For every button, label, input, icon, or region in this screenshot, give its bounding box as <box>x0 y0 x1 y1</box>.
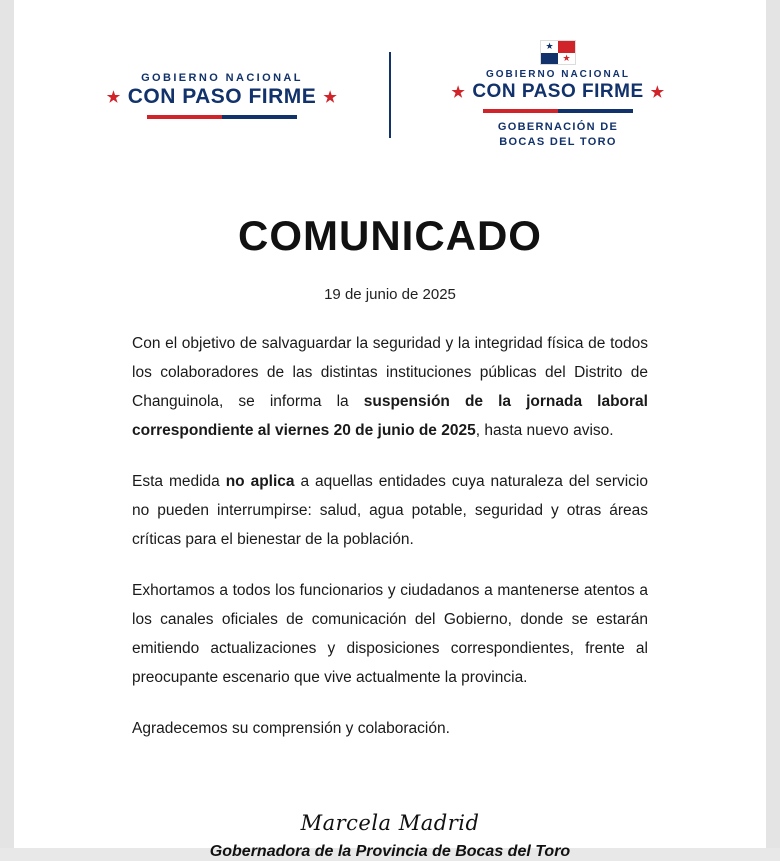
star-icon: ★ <box>106 88 121 106</box>
signature-block <box>14 811 766 861</box>
logo-divider <box>389 52 391 138</box>
body-text: Agradecemos su comprensión y colaboración. <box>132 720 450 737</box>
right-logo-slogan <box>413 81 703 103</box>
document-date: 19 de junio de 2025 <box>324 286 456 303</box>
body-text: Con el objetivo de salvaguardar la seguridad y la integridad física de todos los colaboradores de las distintas instituciones públicas del Distrito de Changuinola, se informa la <box>132 335 648 410</box>
logo-gobernacion-bocas-del-toro <box>413 40 703 150</box>
header-logos <box>14 0 766 150</box>
paragraph <box>132 467 648 554</box>
page-title: COMUNICADO <box>238 212 542 259</box>
emphasis-text: suspensión de la jornada laboral correspondiente al viernes 20 de junio de 2025 <box>132 393 648 439</box>
left-logo-gov-line: GOBIERNO NACIONAL <box>141 71 303 84</box>
signature-name: Marcela Madrid <box>300 811 480 835</box>
emphasis-text: no aplica <box>225 473 295 490</box>
entity-name <box>413 120 703 150</box>
star-icon: ★ <box>451 84 466 101</box>
document-sheet <box>14 0 766 860</box>
right-logo-gov-line: GOBIERNO NACIONAL <box>486 69 630 80</box>
left-logo-slogan-text: CON PASO FIRME <box>127 84 317 108</box>
flag-graphic <box>540 40 576 65</box>
body-text: a aquellas entidades cuya naturaleza del servicio no pueden interrumpirse: salud, agua potable, seguridad y otras áreas críticas para el bienestar de la población. <box>132 473 648 548</box>
entity-line-1: GOBERNACIÓN DE <box>497 121 619 133</box>
paragraph <box>132 714 648 743</box>
signature-title: Gobernadora de la Provincia de Bocas del Toro <box>209 843 571 860</box>
star-icon: ★ <box>323 88 338 106</box>
body-text: Esta medida <box>132 473 226 490</box>
body-text: , hasta nuevo aviso. <box>475 422 614 439</box>
document-body <box>132 329 648 743</box>
star-icon: ★ <box>650 84 665 101</box>
logo-gobierno-nacional <box>77 72 367 119</box>
left-logo-flag-bar <box>147 115 297 119</box>
page-left-margin <box>0 0 14 848</box>
paragraph <box>132 576 648 692</box>
body-text: Exhortamos a todos los funcionarios y ciudadanos a mantenerse atentos a los canales oficiales de comunicación del Gobierno, donde se estarán emitiendo actualizaciones y disposiciones correspondientes, frente al preocupante escenario que vive actualmente la provincia. <box>132 582 648 686</box>
flag-quadrant-red <box>558 41 575 53</box>
flag-quadrant-white-bottom: ★ <box>558 53 575 65</box>
paragraph <box>132 329 648 445</box>
panama-flag-icon <box>413 40 703 65</box>
left-logo-slogan <box>77 85 367 109</box>
flag-quadrant-white-top: ★ <box>541 41 558 53</box>
entity-line-2: BOCAS DEL TORO <box>499 136 617 148</box>
flag-quadrant-blue <box>541 53 558 65</box>
page-right-margin <box>766 0 780 848</box>
right-logo-slogan-text: CON PASO FIRME <box>472 81 644 102</box>
right-logo-flag-bar <box>483 109 633 113</box>
